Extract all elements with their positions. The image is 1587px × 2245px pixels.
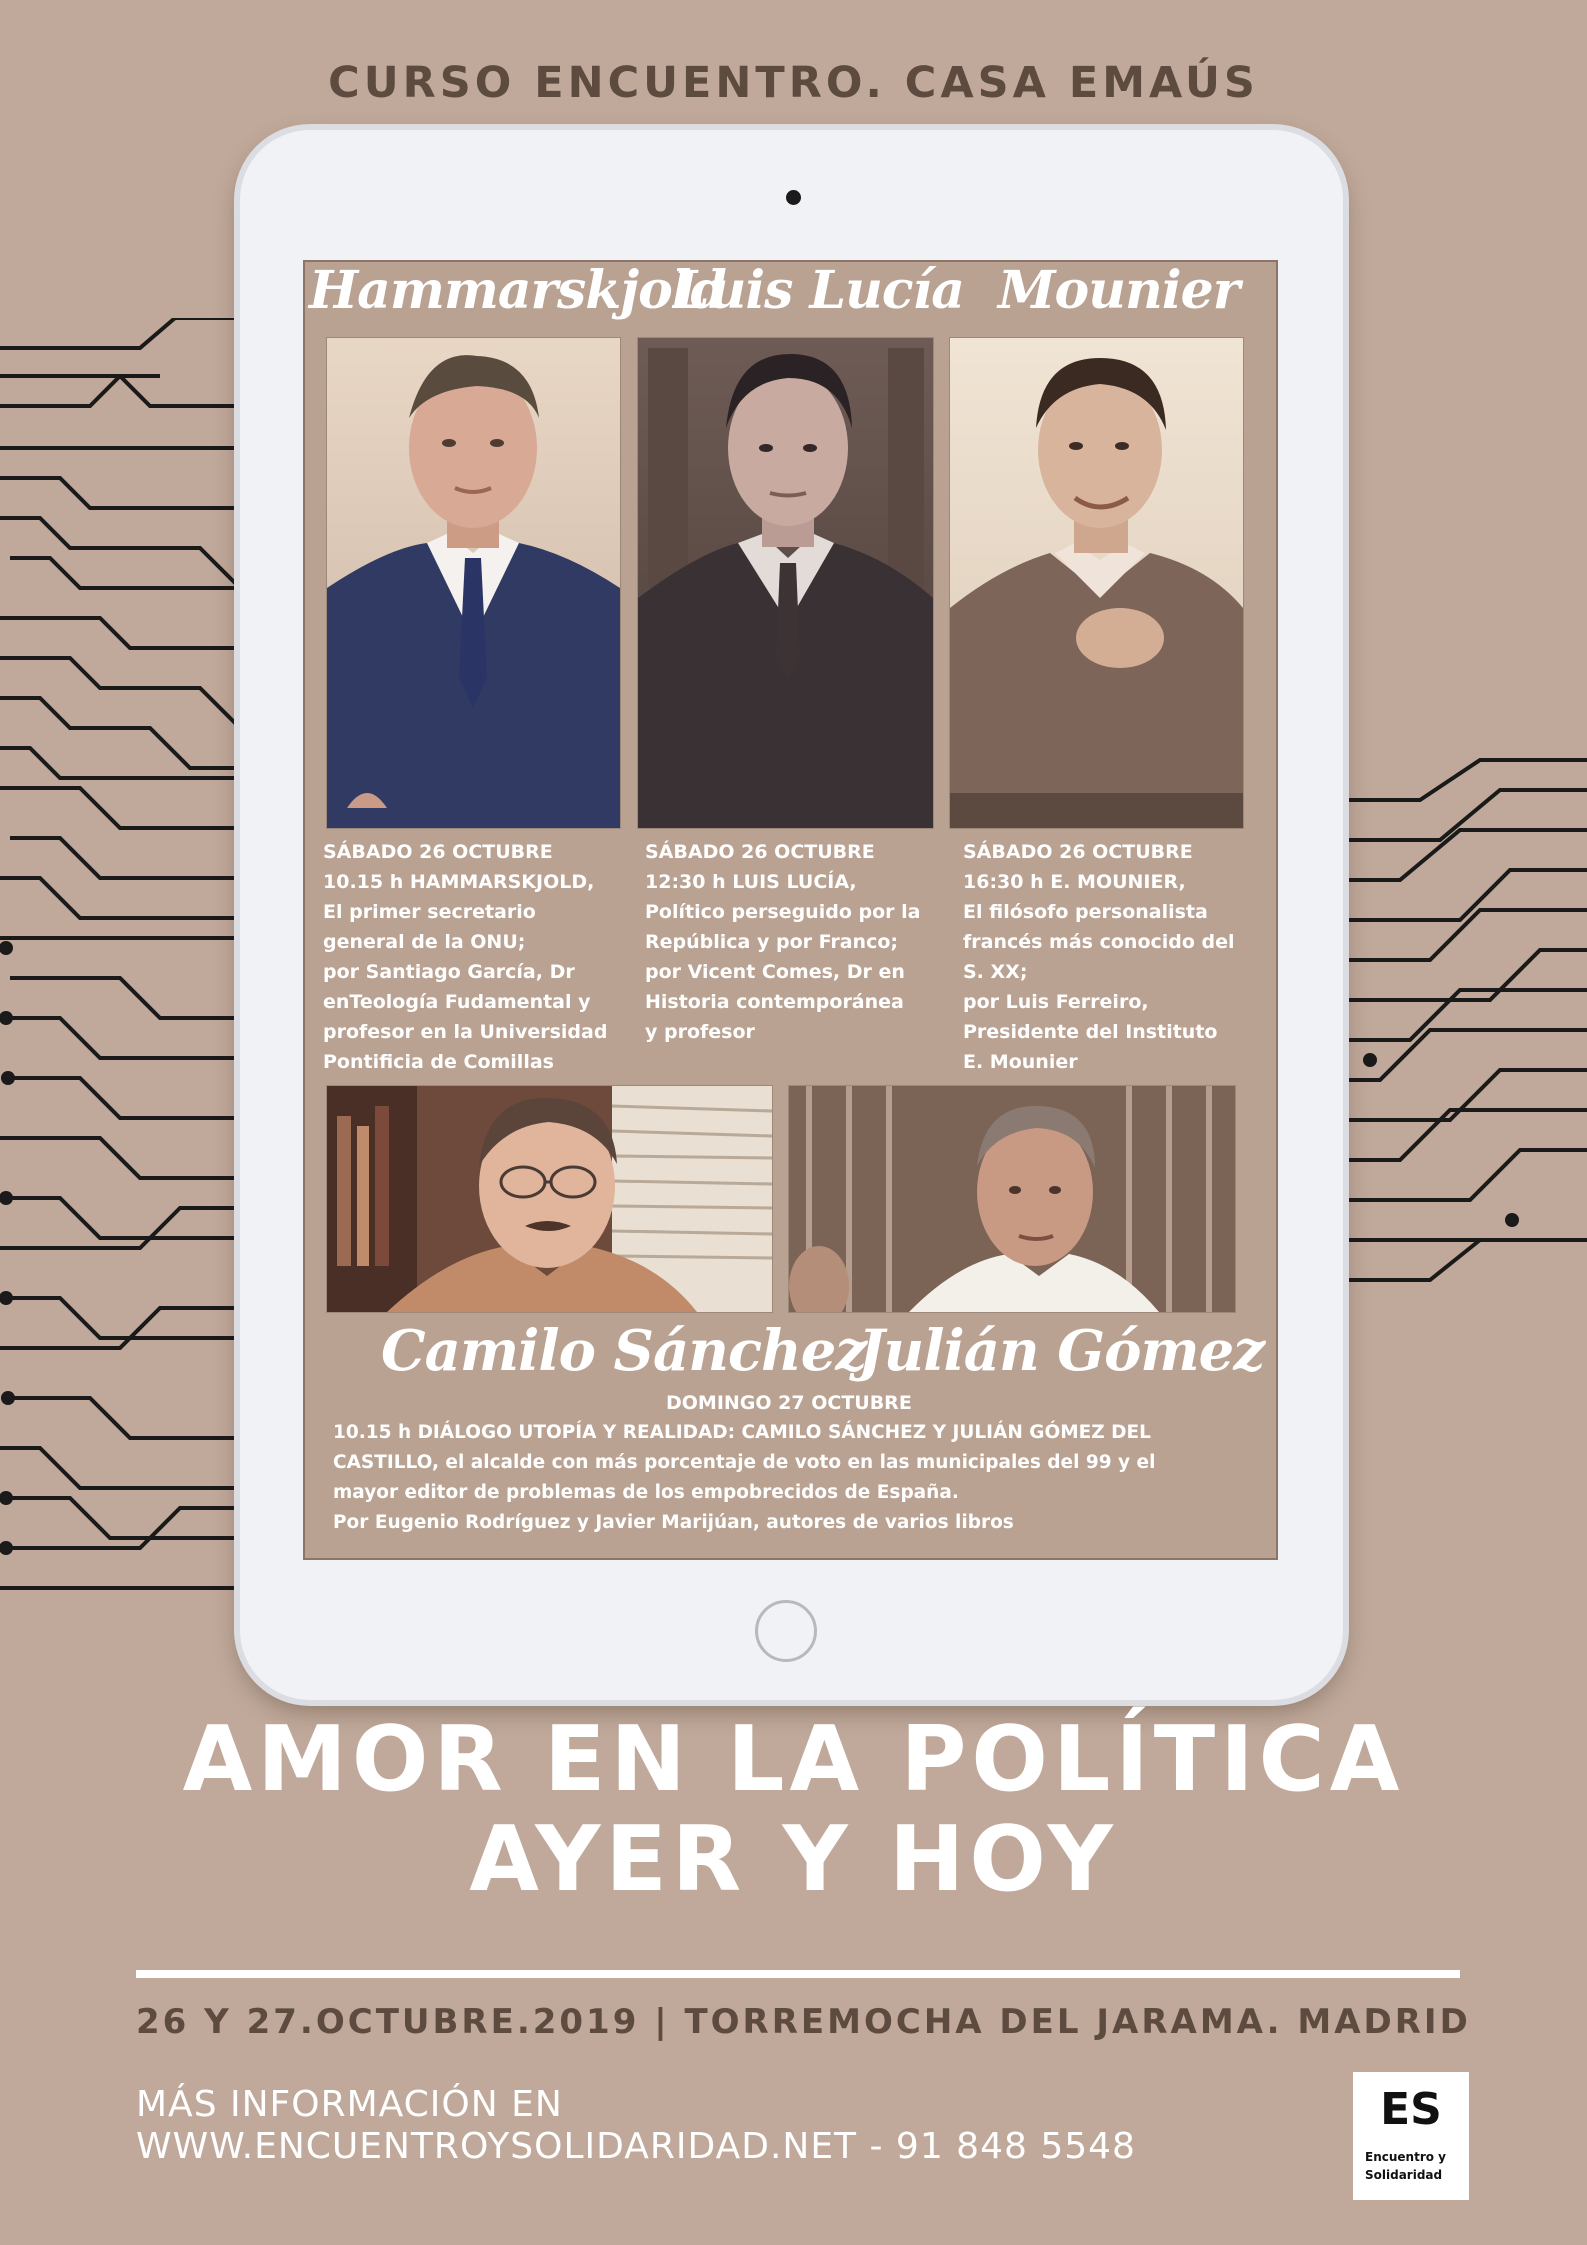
portrait-hammarskjold [327,338,620,828]
speaker-name-mounier: Mounier [998,260,1240,321]
sunday-heading: DOMINGO 27 OCTUBRE [666,1392,912,1414]
caption-line: 10.15 h HAMMARSKJOLD, [323,871,595,893]
caption-line: E. Mounier [963,1051,1078,1073]
caption-mounier [963,837,1235,1077]
portrait-mounier [950,338,1243,828]
caption-line: por Luis Ferreiro, [963,991,1149,1013]
speaker-name-camilo-sanchez: Camilo Sánchez [381,1318,867,1384]
tablet-frame [240,130,1343,1700]
circuit-decoration-right [1340,740,1587,1300]
caption-line: 16:30 h E. MOUNIER, [963,871,1186,893]
sunday-description [333,1418,1155,1538]
tablet-screen [303,260,1278,1560]
event-date-location: 26 Y 27.OCTUBRE.2019 | TORREMOCHA DEL JARAMA. MADRID [136,2002,1471,2042]
caption-line: por Santiago García, Dr [323,961,575,983]
main-title-line1: AMOR EN LA POLÍTICA [182,1707,1405,1812]
logo-initials: ES [1380,2084,1442,2135]
caption-line: El filósofo personalista [963,901,1208,923]
top-title: CURSO ENCUENTRO. CASA EMAÚS [328,58,1259,108]
caption-line: general de la ONU; [323,931,526,953]
caption-line: República y por Franco; [645,931,899,953]
portrait-camilo-sanchez [327,1086,772,1312]
logo-name-line2: Solidaridad [1365,2168,1443,2182]
es-logo [1353,2072,1469,2200]
caption-line: profesor en la Universidad [323,1021,608,1043]
logo-name [1365,2148,1465,2184]
caption-line: Político perseguido por la [645,901,921,923]
caption-line: S. XX; [963,961,1028,983]
caption-line: SÁBADO 26 OCTUBRE [963,841,1193,863]
caption-line: El primer secretario [323,901,536,923]
caption-line: Presidente del Instituto [963,1021,1218,1043]
portrait-luis-lucia [638,338,933,828]
speaker-name-hammarskjold: Hammarskjold [309,260,726,321]
info-label: MÁS INFORMACIÓN EN [136,2084,563,2125]
divider [136,1970,1460,1978]
info-website-phone[interactable]: WWW.ENCUENTROYSOLIDARIDAD.NET - 91 848 5548 [136,2126,1136,2167]
caption-hammarskjold [323,837,607,1077]
circuit-decoration-left [0,318,240,1608]
camera-icon [786,190,801,205]
speaker-name-luis-lucia: Luis Lucía [673,260,964,321]
sunday-line: CASTILLO, el alcalde con más porcentaje de voto en las municipales del 99 y el [333,1452,1156,1473]
logo-name-line1: Encuentro y [1365,2150,1446,2164]
caption-line: Pontificia de Comillas [323,1051,554,1073]
caption-line: francés más conocido del [963,931,1235,953]
main-title-line2: AYER Y HOY [469,1807,1118,1912]
sunday-line: Por Eugenio Rodríguez y Javier Marijúan, autores de varios libros [333,1512,1014,1533]
caption-line: Historia contemporánea [645,991,904,1013]
caption-line: SÁBADO 26 OCTUBRE [645,841,875,863]
caption-line: enTeología Fudamental y [323,991,591,1013]
caption-line: SÁBADO 26 OCTUBRE [323,841,553,863]
caption-line: y profesor [645,1021,755,1043]
main-title [0,1707,1587,1912]
caption-line: 12:30 h LUIS LUCÍA, [645,871,857,893]
home-button-icon [755,1600,817,1662]
portrait-julian-gomez [789,1086,1235,1312]
speaker-name-julian-gomez: Julián Gómez [858,1318,1265,1384]
sunday-line: mayor editor de problemas de los empobrecidos de España. [333,1482,959,1503]
sunday-line: 10.15 h DIÁLOGO UTOPÍA Y REALIDAD: CAMILO SÁNCHEZ Y JULIÁN GÓMEZ DEL [333,1422,1151,1443]
caption-luis-lucia [645,837,920,1047]
caption-line: por Vicent Comes, Dr en [645,961,905,983]
